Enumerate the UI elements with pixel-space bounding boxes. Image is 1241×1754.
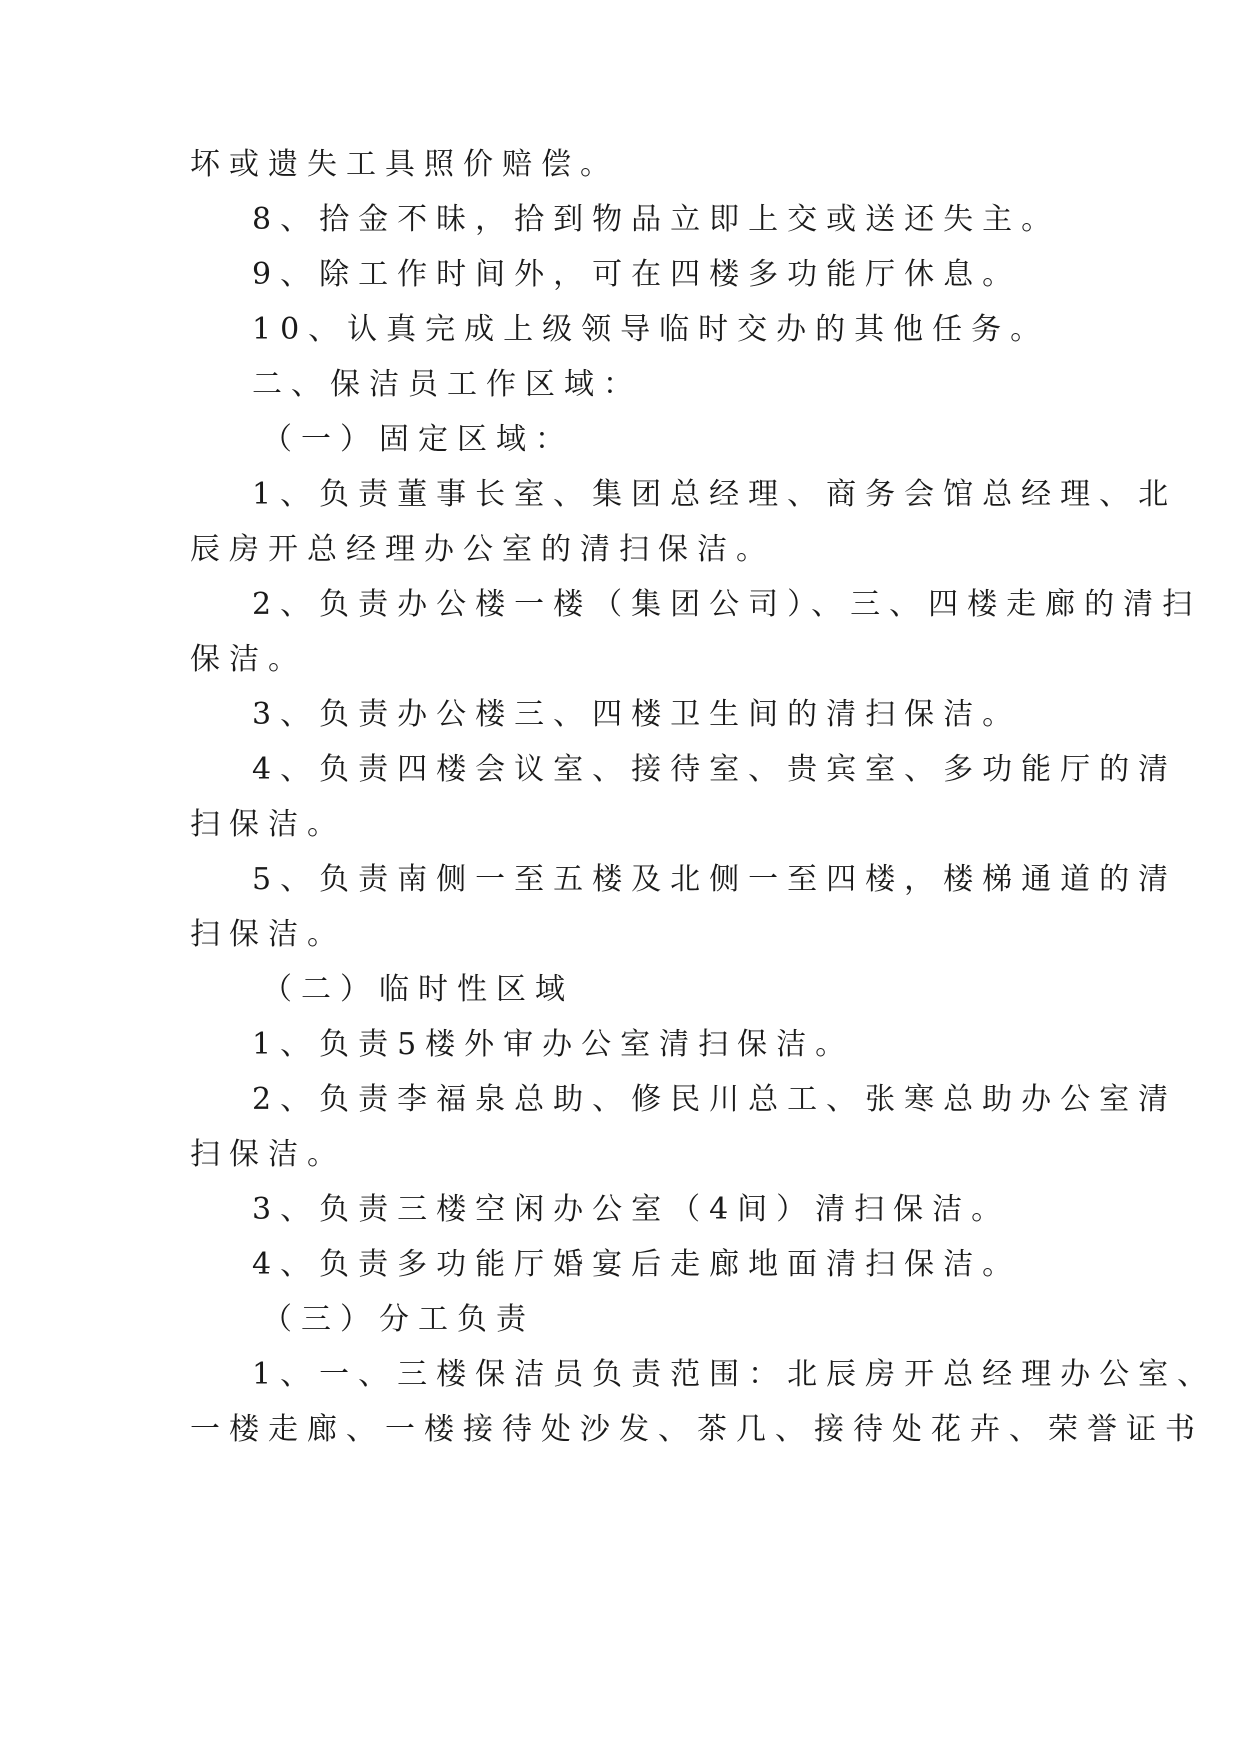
- section-heading: 二、保洁员工作区域：: [252, 367, 642, 402]
- subsection-heading: （一）固定区域：: [262, 422, 574, 457]
- paragraph-line: 一楼走廊、一楼接待处沙发、茶几、接待处花卉、荣誉证书: [190, 1412, 1204, 1447]
- paragraph-line: 5、负责南侧一至五楼及北侧一至四楼，楼梯通道的清: [252, 862, 1178, 897]
- paragraph-line: 1、一、三楼保洁员负责范围：北辰房开总经理办公室、: [252, 1357, 1217, 1392]
- paragraph-line: 1、负责5楼外审办公室清扫保洁。: [252, 1027, 855, 1062]
- paragraph-line: 扫保洁。: [190, 807, 346, 842]
- paragraph-line: 1、负责董事长室、集团总经理、商务会馆总经理、北: [252, 477, 1178, 512]
- paragraph-line: 3、负责三楼空闲办公室（4间）清扫保洁。: [252, 1192, 1011, 1227]
- paragraph-line: 保洁。: [190, 642, 307, 677]
- paragraph-line: 辰房开总经理办公室的清扫保洁。: [190, 532, 775, 567]
- paragraph-line: 4、负责四楼会议室、接待室、贵宾室、多功能厅的清: [252, 752, 1178, 787]
- subsection-heading: （三）分工负责: [262, 1302, 535, 1337]
- paragraph-line: 10、认真完成上级领导临时交办的其他任务。: [252, 312, 1050, 347]
- paragraph-line: 9、除工作时间外，可在四楼多功能厅休息。: [252, 257, 1022, 292]
- paragraph-line: 扫保洁。: [190, 917, 346, 952]
- subsection-heading: （二）临时性区域: [262, 972, 574, 1007]
- paragraph-line: 2、负责办公楼一楼（集团公司）、三、四楼走廊的清扫: [252, 587, 1202, 622]
- paragraph-line: 坏或遗失工具照价赔偿。: [190, 147, 619, 182]
- paragraph-line: 2、负责李福泉总助、修民川总工、张寒总助办公室清: [252, 1082, 1178, 1117]
- paragraph-line: 扫保洁。: [190, 1137, 346, 1172]
- paragraph-line: 3、负责办公楼三、四楼卫生间的清扫保洁。: [252, 697, 1022, 732]
- paragraph-line: 8、拾金不昧，拾到物品立即上交或送还失主。: [252, 202, 1061, 237]
- paragraph-line: 4、负责多功能厅婚宴后走廊地面清扫保洁。: [252, 1247, 1022, 1282]
